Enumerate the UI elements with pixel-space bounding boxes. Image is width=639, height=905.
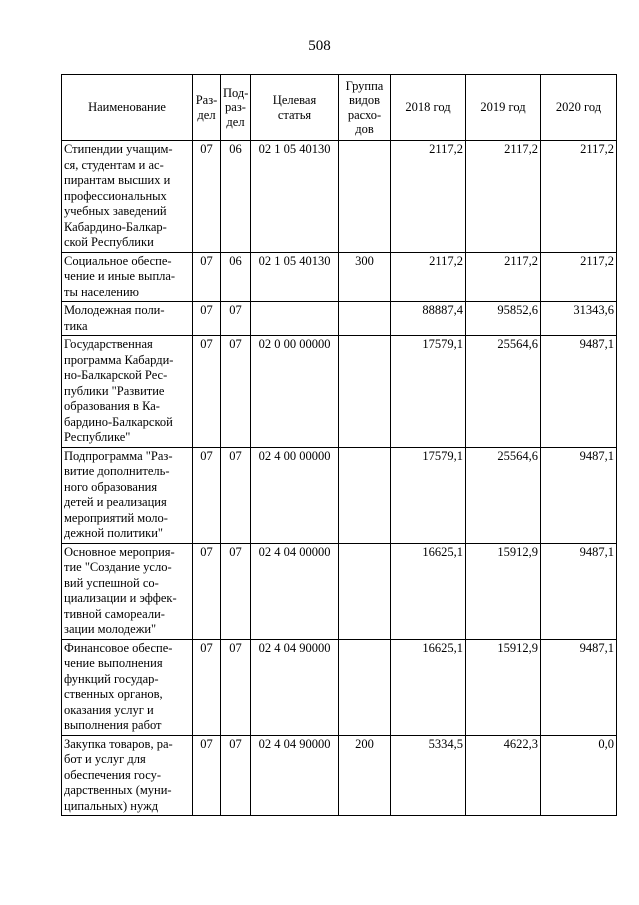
cell-2020: 31343,6 (541, 302, 617, 336)
header-group: Группа видов расхо- дов (339, 75, 391, 141)
cell-2018: 16625,1 (391, 639, 466, 735)
table-row (62, 543, 617, 639)
table-row (62, 302, 617, 336)
cell-article: 02 4 00 00000 (251, 447, 339, 543)
cell-name: Стипендии учащим- ся, студентам и ас- пирантам высших и профессиональных учебных заведений Кабардино-Балкар- ской Республики (62, 141, 193, 253)
table-row (62, 735, 617, 816)
cell-podrazdel: 07 (221, 336, 251, 448)
cell-2018: 16625,1 (391, 543, 466, 639)
cell-2019: 25564,6 (466, 336, 541, 448)
cell-2019: 2117,2 (466, 141, 541, 253)
header-2018: 2018 год (391, 75, 466, 141)
table-row (62, 447, 617, 543)
cell-2018: 5334,5 (391, 735, 466, 816)
cell-2018: 17579,1 (391, 447, 466, 543)
cell-razdel: 07 (193, 336, 221, 448)
page-number: 508 (308, 38, 331, 54)
table-row (62, 252, 617, 302)
cell-article: 02 4 04 00000 (251, 543, 339, 639)
cell-group (339, 336, 391, 448)
cell-2020: 9487,1 (541, 543, 617, 639)
cell-name: Подпрограмма "Раз- витие дополнитель- ного образования детей и реализация мероприятий моло- дежной политики" (62, 447, 193, 543)
cell-2019: 25564,6 (466, 447, 541, 543)
cell-podrazdel: 06 (221, 141, 251, 253)
cell-razdel: 07 (193, 639, 221, 735)
cell-name: Государственная программа Кабарди- но-Балкарской Рес- публики "Развитие образования в Ка- бардино-Балкарской Республике" (62, 336, 193, 448)
header-2019: 2019 год (466, 75, 541, 141)
cell-article: 02 1 05 40130 (251, 141, 339, 253)
cell-2020: 0,0 (541, 735, 617, 816)
header-podrazdel: Под- раз- дел (221, 75, 251, 141)
cell-group (339, 543, 391, 639)
cell-group (339, 141, 391, 253)
cell-2019: 15912,9 (466, 639, 541, 735)
cell-razdel: 07 (193, 447, 221, 543)
cell-article: 02 4 04 90000 (251, 735, 339, 816)
table-row (62, 141, 617, 253)
cell-razdel: 07 (193, 543, 221, 639)
cell-2020: 9487,1 (541, 639, 617, 735)
cell-article: 02 0 00 00000 (251, 336, 339, 448)
cell-2020: 9487,1 (541, 447, 617, 543)
cell-podrazdel: 06 (221, 252, 251, 302)
cell-name: Финансовое обеспе- чение выполнения функций государ- ственных органов, оказания услуг и выполнения работ (62, 639, 193, 735)
cell-podrazdel: 07 (221, 735, 251, 816)
table-body (62, 141, 617, 816)
header-2020: 2020 год (541, 75, 617, 141)
cell-article (251, 302, 339, 336)
header-name: Наименование (62, 75, 193, 141)
cell-razdel: 07 (193, 735, 221, 816)
cell-razdel: 07 (193, 141, 221, 253)
cell-2018: 88887,4 (391, 302, 466, 336)
budget-table (61, 74, 617, 816)
cell-podrazdel: 07 (221, 639, 251, 735)
table-header-row (62, 75, 617, 141)
cell-article: 02 4 04 90000 (251, 639, 339, 735)
cell-podrazdel: 07 (221, 302, 251, 336)
cell-group (339, 639, 391, 735)
cell-razdel: 07 (193, 302, 221, 336)
cell-name: Закупка товаров, ра- бот и услуг для обеспечения госу- дарственных (муни- ципальных) нужд (62, 735, 193, 816)
cell-razdel: 07 (193, 252, 221, 302)
table-row (62, 639, 617, 735)
cell-2019: 2117,2 (466, 252, 541, 302)
cell-podrazdel: 07 (221, 447, 251, 543)
cell-group (339, 302, 391, 336)
header-article: Целевая статья (251, 75, 339, 141)
cell-2020: 2117,2 (541, 252, 617, 302)
cell-group (339, 447, 391, 543)
cell-name: Социальное обеспе- чение и иные выпла- ты населению (62, 252, 193, 302)
cell-2019: 4622,3 (466, 735, 541, 816)
header-razdel: Раз- дел (193, 75, 221, 141)
table-row (62, 336, 617, 448)
cell-2019: 95852,6 (466, 302, 541, 336)
cell-article: 02 1 05 40130 (251, 252, 339, 302)
cell-2020: 2117,2 (541, 141, 617, 253)
cell-2018: 2117,2 (391, 252, 466, 302)
cell-name: Молодежная поли- тика (62, 302, 193, 336)
cell-podrazdel: 07 (221, 543, 251, 639)
cell-2018: 2117,2 (391, 141, 466, 253)
cell-group: 200 (339, 735, 391, 816)
cell-group: 300 (339, 252, 391, 302)
cell-2019: 15912,9 (466, 543, 541, 639)
cell-2018: 17579,1 (391, 336, 466, 448)
cell-name: Основное мероприя- тие "Создание усло- вий успешной со- циализации и эффек- тивной самореали- зации молодежи" (62, 543, 193, 639)
cell-2020: 9487,1 (541, 336, 617, 448)
